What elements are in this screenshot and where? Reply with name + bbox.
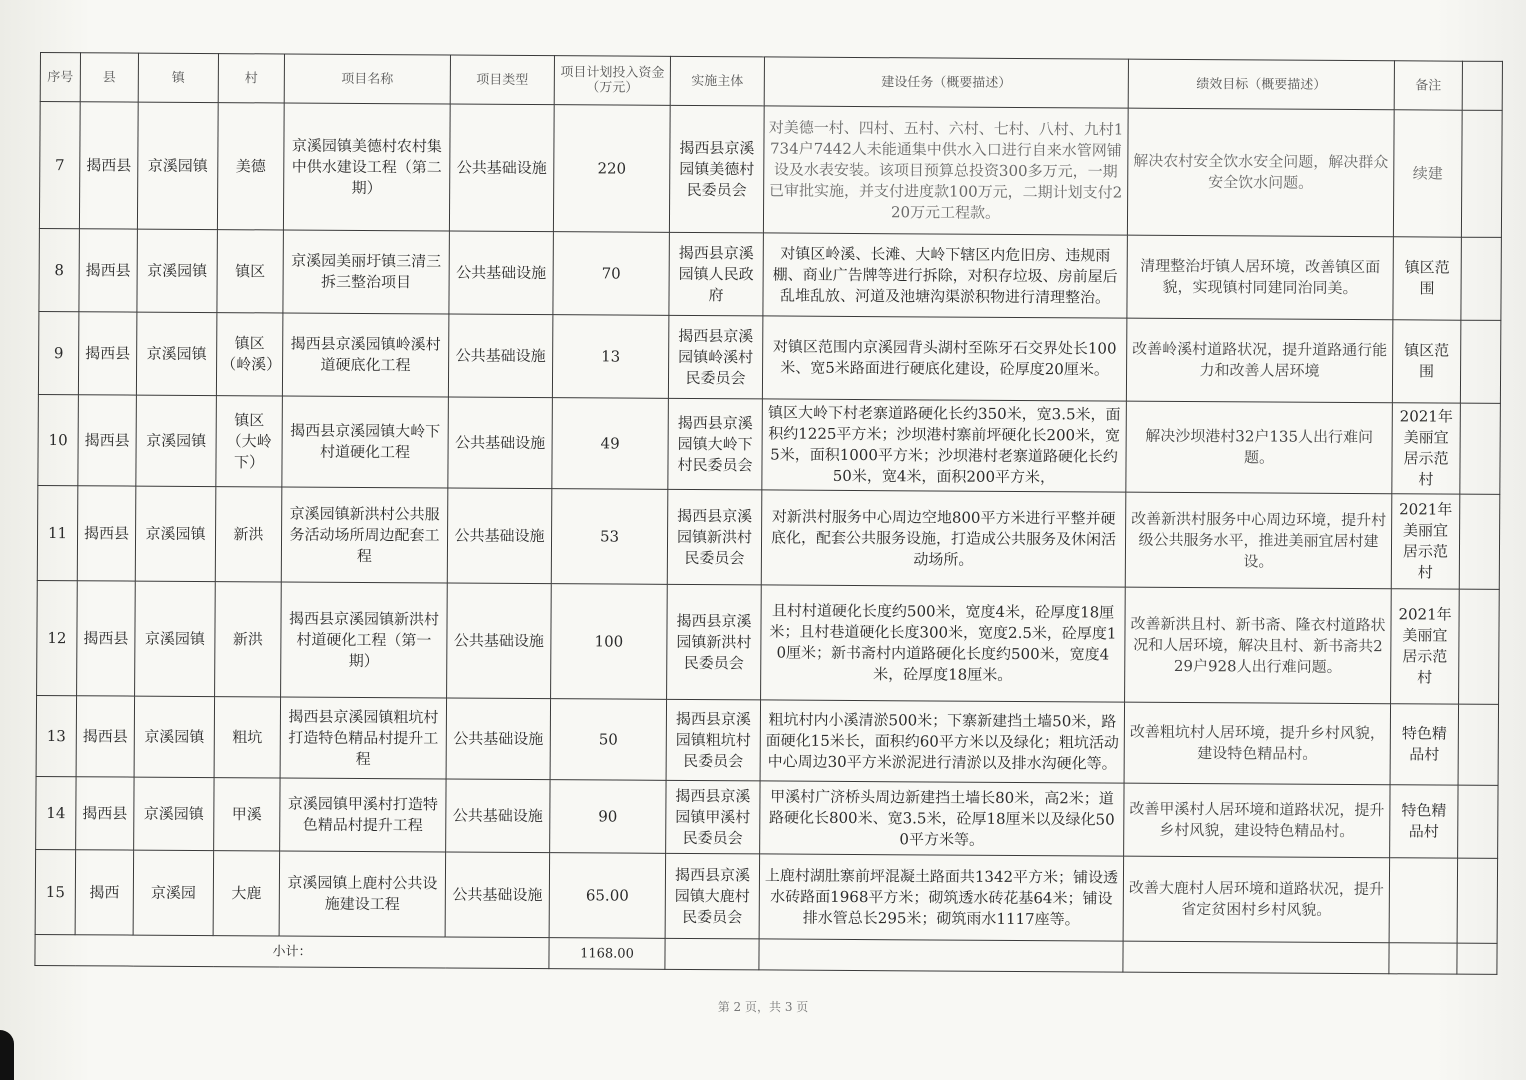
cell-town: 京溪园镇 bbox=[137, 229, 218, 312]
cell-county: 揭西县 bbox=[76, 777, 134, 850]
cell-note: 2021年美丽宜居示范村 bbox=[1392, 403, 1461, 494]
cell-village: 新洪 bbox=[215, 582, 282, 697]
cell-fund: 49 bbox=[552, 398, 669, 490]
cell-town: 京溪园镇 bbox=[136, 395, 217, 486]
table-row bbox=[35, 849, 1497, 943]
cell-blank bbox=[1460, 320, 1501, 403]
cell-village: 甲溪 bbox=[214, 778, 280, 851]
cell-goal: 清理整治圩镇人居环境，改善镇区面貌，实现镇村同建同治同美。 bbox=[1127, 235, 1394, 320]
cell-goal: 解决农村安全饮水安全问题，解决群众安全饮水问题。 bbox=[1127, 108, 1394, 237]
header-village: 村 bbox=[218, 54, 284, 103]
cell-village: 镇区 bbox=[217, 230, 284, 313]
table-row bbox=[37, 580, 1500, 704]
cell-blank bbox=[1461, 237, 1502, 320]
cell-project-name: 揭西县京溪园镇岭溪村道硬底化工程 bbox=[282, 313, 449, 397]
cell-project-type: 公共基础设施 bbox=[447, 583, 552, 699]
cell-county: 揭西县 bbox=[77, 581, 136, 696]
cell-goal: 改善大鹿村人居环境和道路状况，提升省定贫困村乡村风貌。 bbox=[1123, 856, 1390, 943]
cell-seq: 15 bbox=[35, 849, 76, 934]
table-row bbox=[38, 311, 1500, 403]
cell-fund: 50 bbox=[550, 699, 666, 781]
cell-project-name: 揭西县京溪园镇大岭下村道硬化工程 bbox=[282, 396, 449, 488]
cell-implementer: 揭西县京溪园镇新洪村民委员会 bbox=[667, 584, 762, 700]
table-row bbox=[38, 394, 1501, 494]
table-row bbox=[39, 228, 1501, 320]
cell-task: 镇区大岭下村老寨道路硬化长约350米，宽3.5米，面积约1225平方米；沙坝港村寨前坪硬化长200米，宽5米，面积1000平方米；沙坝港村老寨道路硬化长约50米，宽4米，面积200平方米， bbox=[762, 399, 1127, 492]
cell-village: 粗坑 bbox=[214, 697, 280, 778]
cell-note: 特色精品村 bbox=[1390, 785, 1458, 858]
cell-implementer: 揭西县京溪园镇岭溪村民委员会 bbox=[668, 315, 763, 399]
cell-seq: 8 bbox=[39, 228, 80, 311]
header-row bbox=[40, 53, 1502, 111]
cell-county: 揭西县 bbox=[77, 486, 136, 581]
header-seq: 序号 bbox=[40, 53, 80, 102]
table-row bbox=[36, 776, 1498, 858]
cell-blank bbox=[759, 939, 1123, 972]
cell-goal: 改善粗坑村人居环境，提升乡村风貌，建设特色精品村。 bbox=[1124, 702, 1390, 785]
cell-town: 京溪园镇 bbox=[135, 486, 216, 581]
cell-task: 上鹿村湖肚寨前坪混凝土路面共1342平方米；铺设透水砖路面1968平方米；砌筑透水砖花基64米；铺设排水管总长295米；砌筑雨水1117座等。 bbox=[759, 854, 1124, 941]
cell-project-type: 公共基础设施 bbox=[448, 397, 553, 489]
cell-task: 对镇区岭溪、长滩、大岭下辖区内危旧房、违规雨棚、商业广告牌等进行拆除，对积存垃圾、房前屋后乱堆乱放、河道及池塘沟渠淤积物进行清理整治。 bbox=[763, 233, 1128, 318]
cell-implementer: 揭西县京溪园镇甲溪村民委员会 bbox=[666, 780, 760, 854]
cell-project-type: 公共基础设施 bbox=[448, 314, 553, 398]
cell-task: 对新洪村服务中心周边空地800平方米进行平整并硬底化，配套公共服务设施，打造成公共服务及休闲活动场所。 bbox=[761, 490, 1126, 587]
cell-implementer: 揭西县京溪园镇新洪村民委员会 bbox=[667, 489, 762, 585]
cell-seq: 7 bbox=[39, 102, 80, 229]
cell-town: 京溪园镇 bbox=[135, 581, 216, 696]
cell-project-name: 京溪园镇上鹿村公共设施建设工程 bbox=[279, 851, 446, 937]
cell-note: 2021年美丽宜居示范村 bbox=[1391, 494, 1460, 589]
cell-blank bbox=[1459, 589, 1500, 704]
cell-town: 京溪园镇 bbox=[137, 102, 218, 229]
cell-seq: 9 bbox=[38, 311, 79, 394]
cell-project-type: 公共基础设施 bbox=[447, 488, 552, 584]
cell-village: 新洪 bbox=[215, 487, 282, 582]
header-project-name: 项目名称 bbox=[284, 54, 450, 104]
project-table bbox=[34, 52, 1503, 975]
cell-implementer: 揭西县京溪园镇粗坑村民委员会 bbox=[666, 699, 760, 781]
cell-note: 2021年美丽宜居示范村 bbox=[1391, 589, 1460, 704]
cell-village: 大鹿 bbox=[213, 851, 280, 936]
cell-village: 镇区（大岭下） bbox=[216, 396, 283, 487]
cell-fund: 53 bbox=[551, 489, 668, 585]
cell-blank bbox=[1461, 110, 1502, 237]
cell-blank bbox=[1458, 704, 1498, 785]
cell-goal: 改善甲溪村人居环境和道路状况，提升乡村风貌，建设特色精品村。 bbox=[1124, 783, 1390, 858]
cell-task: 且村村道硬化长度约500米，宽度4米，砼厚度18厘米；且村巷道硬化长度300米，宽度2.5米，砼厚度10厘米；新书斋村内道路硬化长度约500米，宽度4米，砼厚度18厘米。 bbox=[761, 585, 1126, 702]
cell-blank bbox=[1123, 941, 1389, 974]
header-goal: 绩效目标（概要描述） bbox=[1128, 59, 1394, 110]
cell-fund: 70 bbox=[553, 232, 670, 316]
cell-implementer: 揭西县京溪园镇美德村民委员会 bbox=[669, 105, 764, 233]
cell-seq: 10 bbox=[38, 394, 79, 485]
cell-project-type: 公共基础设施 bbox=[449, 231, 554, 315]
cell-county: 揭西县 bbox=[76, 696, 134, 777]
table-row bbox=[37, 485, 1500, 589]
cell-county: 揭西县 bbox=[79, 229, 138, 312]
cell-project-type: 公共基础设施 bbox=[445, 852, 550, 938]
cell-goal: 改善岭溪村道路状况，提升道路通行能力和改善人居环境 bbox=[1126, 318, 1393, 403]
subtotal-value: 1168.00 bbox=[549, 938, 665, 970]
cell-blank bbox=[1389, 943, 1457, 974]
cell-implementer: 揭西县京溪园镇人民政府 bbox=[669, 232, 764, 316]
cell-note: 续建 bbox=[1393, 110, 1462, 237]
header-town: 镇 bbox=[138, 53, 218, 102]
header-project-type: 项目类型 bbox=[450, 55, 554, 105]
cell-task: 对美德一村、四村、五村、六村、七村、八村、九村1734户7442人未能通集中供水入口进行自来水管网铺设及水表安装。该项目预算总投资300多万元，一期已审批实施，并支付进度款100万元，二期计划支付220万元工程款。 bbox=[763, 106, 1128, 235]
cell-town: 京溪园镇 bbox=[134, 777, 214, 850]
cell-project-type: 公共基础设施 bbox=[446, 779, 550, 853]
cell-note: 镇区范围 bbox=[1392, 320, 1461, 403]
cell-county: 揭西县 bbox=[78, 395, 137, 486]
page-number-footer: 第 2 页，共 3 页 bbox=[717, 1000, 809, 1014]
cell-project-name: 京溪园美丽圩镇三清三拆三整治项目 bbox=[283, 230, 450, 314]
scan-edge-shadow bbox=[0, 1030, 14, 1080]
cell-blank bbox=[1457, 943, 1497, 974]
cell-note bbox=[1389, 858, 1458, 943]
cell-county: 揭西 bbox=[75, 850, 134, 935]
cell-seq: 12 bbox=[37, 580, 78, 695]
cell-blank bbox=[1459, 494, 1500, 589]
table-row bbox=[39, 102, 1502, 238]
cell-blank bbox=[665, 938, 759, 970]
header-blank bbox=[1462, 61, 1502, 110]
cell-county: 揭西县 bbox=[78, 312, 137, 395]
cell-task: 粗坑村内小溪清淤500米；下寨新建挡土墙50米，路面硬化15米长，面积约60平方米以及绿化；粗坑活动中心周边30平方米淤泥进行清淤以及排水沟硬化等。 bbox=[760, 700, 1124, 783]
cell-fund: 100 bbox=[551, 584, 668, 700]
table-row bbox=[36, 695, 1498, 785]
cell-seq: 11 bbox=[37, 485, 78, 580]
header-county: 县 bbox=[80, 53, 138, 102]
cell-village: 镇区（岭溪） bbox=[216, 313, 283, 396]
cell-task: 对镇区范围内京溪园背头湖村至陈牙石交界处长100米、宽5米路面进行硬底化建设，砼厚度20厘米。 bbox=[762, 316, 1127, 401]
cell-project-type: 公共基础设施 bbox=[446, 698, 550, 780]
cell-blank bbox=[1460, 403, 1501, 494]
cell-goal: 解决沙坝港村32户135人出行难问题。 bbox=[1126, 401, 1393, 494]
cell-project-name: 京溪园镇新洪村公共服务活动场所周边配套工程 bbox=[281, 487, 448, 583]
cell-goal: 改善新洪且村、新书斋、隆衣村道路状况和人居环境，解决且村、新书斋共229户928人出行难问题。 bbox=[1125, 587, 1392, 704]
cell-fund: 13 bbox=[552, 315, 669, 399]
cell-blank bbox=[1458, 785, 1498, 858]
cell-project-type: 公共基础设施 bbox=[449, 104, 554, 232]
subtotal-label: 小计： bbox=[35, 934, 549, 968]
cell-village: 美德 bbox=[217, 103, 284, 230]
cell-fund: 90 bbox=[550, 780, 666, 854]
cell-goal: 改善新洪村服务中心周边环境，提升村级公共服务水平，推进美丽宜居村建设。 bbox=[1125, 492, 1392, 589]
cell-blank bbox=[1457, 858, 1498, 943]
cell-implementer: 揭西县京溪园镇大岭下村民委员会 bbox=[668, 398, 763, 490]
header-implementer: 实施主体 bbox=[670, 56, 764, 106]
cell-county: 揭西县 bbox=[79, 102, 138, 229]
header-fund: 项目计划投入资金（万元） bbox=[554, 56, 670, 106]
cell-fund: 65.00 bbox=[549, 853, 666, 939]
cell-task: 甲溪村广济桥头周边新建挡土墙长80米，高2米；道路硬化长800米、宽3.5米，砼厚18厘米以及绿化500平方米等。 bbox=[760, 781, 1124, 856]
header-task: 建设任务（概要描述） bbox=[764, 57, 1128, 108]
cell-project-name: 京溪园镇美德村农村集中供水建设工程（第二期） bbox=[283, 103, 450, 231]
cell-town: 京溪园镇 bbox=[134, 696, 214, 777]
cell-town: 京溪园镇 bbox=[136, 312, 217, 395]
cell-note: 特色精品村 bbox=[1390, 704, 1458, 785]
cell-note: 镇区范围 bbox=[1393, 237, 1462, 320]
cell-project-name: 揭西县京溪园镇粗坑村打造特色精品村提升工程 bbox=[280, 697, 446, 779]
cell-seq: 14 bbox=[36, 776, 76, 849]
cell-project-name: 京溪园镇甲溪村打造特色精品村提升工程 bbox=[280, 778, 446, 852]
cell-fund: 220 bbox=[553, 105, 670, 233]
cell-project-name: 揭西县京溪园镇新洪村村道硬化工程（第一期） bbox=[281, 582, 448, 698]
cell-implementer: 揭西县京溪园镇大鹿村民委员会 bbox=[665, 853, 760, 939]
cell-town: 京溪园 bbox=[133, 850, 214, 935]
header-note: 备注 bbox=[1394, 61, 1462, 110]
cell-seq: 13 bbox=[36, 695, 76, 776]
